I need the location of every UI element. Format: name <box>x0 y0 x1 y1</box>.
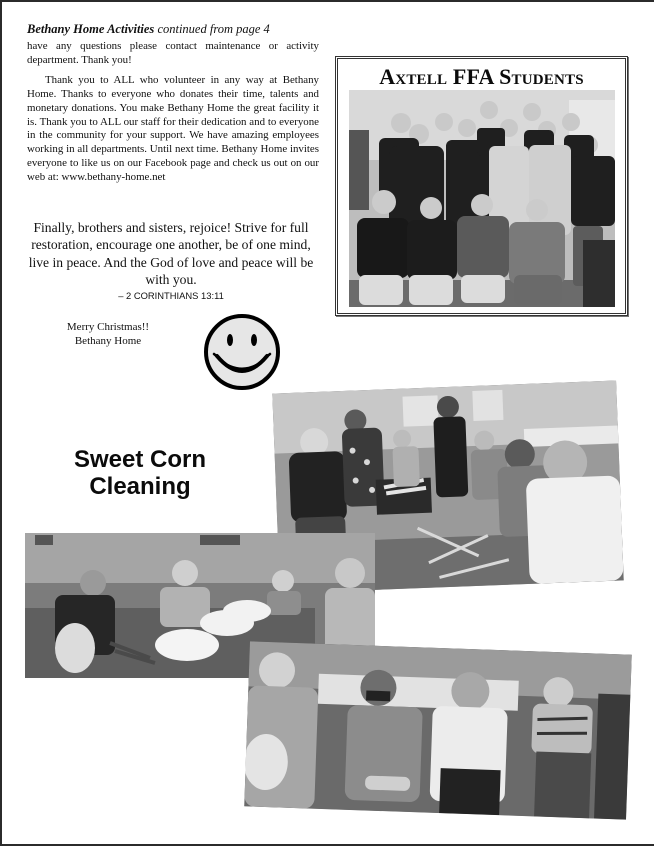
greeting-line-1: Merry Christmas!! <box>66 321 150 333</box>
bible-verse-reference: – 2 CORINTHIANS 13:11 <box>118 290 224 301</box>
sweet-corn-photo-3 <box>244 641 632 819</box>
greeting-line-2: Bethany Home <box>74 335 142 347</box>
smiley-face-icon <box>202 312 282 392</box>
sweet-corn-title-line-1: Sweet Corn <box>73 446 207 473</box>
article-paragraph-1: have any questions please contact maintenance or activity department. Thank you! <box>27 40 319 66</box>
article-column <box>27 22 319 185</box>
bible-verse: Finally, brothers and sisters, rejoice! Strive for full restoration, encourage one another, be of one mind, live in peace. And the God of love and peace will be with you. <box>28 220 314 288</box>
ffa-title: Axtell FFA Students <box>379 64 584 89</box>
article-heading-title: Bethany Home Activities <box>27 22 155 36</box>
article-heading-continued: continued from page 4 <box>154 22 270 36</box>
article-paragraph-2: Thank you to ALL who volunteer in any way at Bethany Home. Thanks to everyone who donates their time, talents and monetary donations. You make Bethany Home the great facility it is. Thank you to ALL our staff for their dedication and to everyone in the community for your support. We have amazing employees working in all departments. Until next time. Bethany Home invites everyone to like us on our Facebook page and check us out on our web at: www.bethany-home.net <box>27 73 319 184</box>
sweet-corn-title <box>40 446 240 500</box>
ffa-group-photo <box>349 90 615 307</box>
sweet-corn-title-line-2: Cleaning <box>89 473 191 500</box>
article-heading <box>27 22 319 37</box>
ffa-feature-box <box>335 56 628 316</box>
christmas-greeting <box>40 320 176 348</box>
